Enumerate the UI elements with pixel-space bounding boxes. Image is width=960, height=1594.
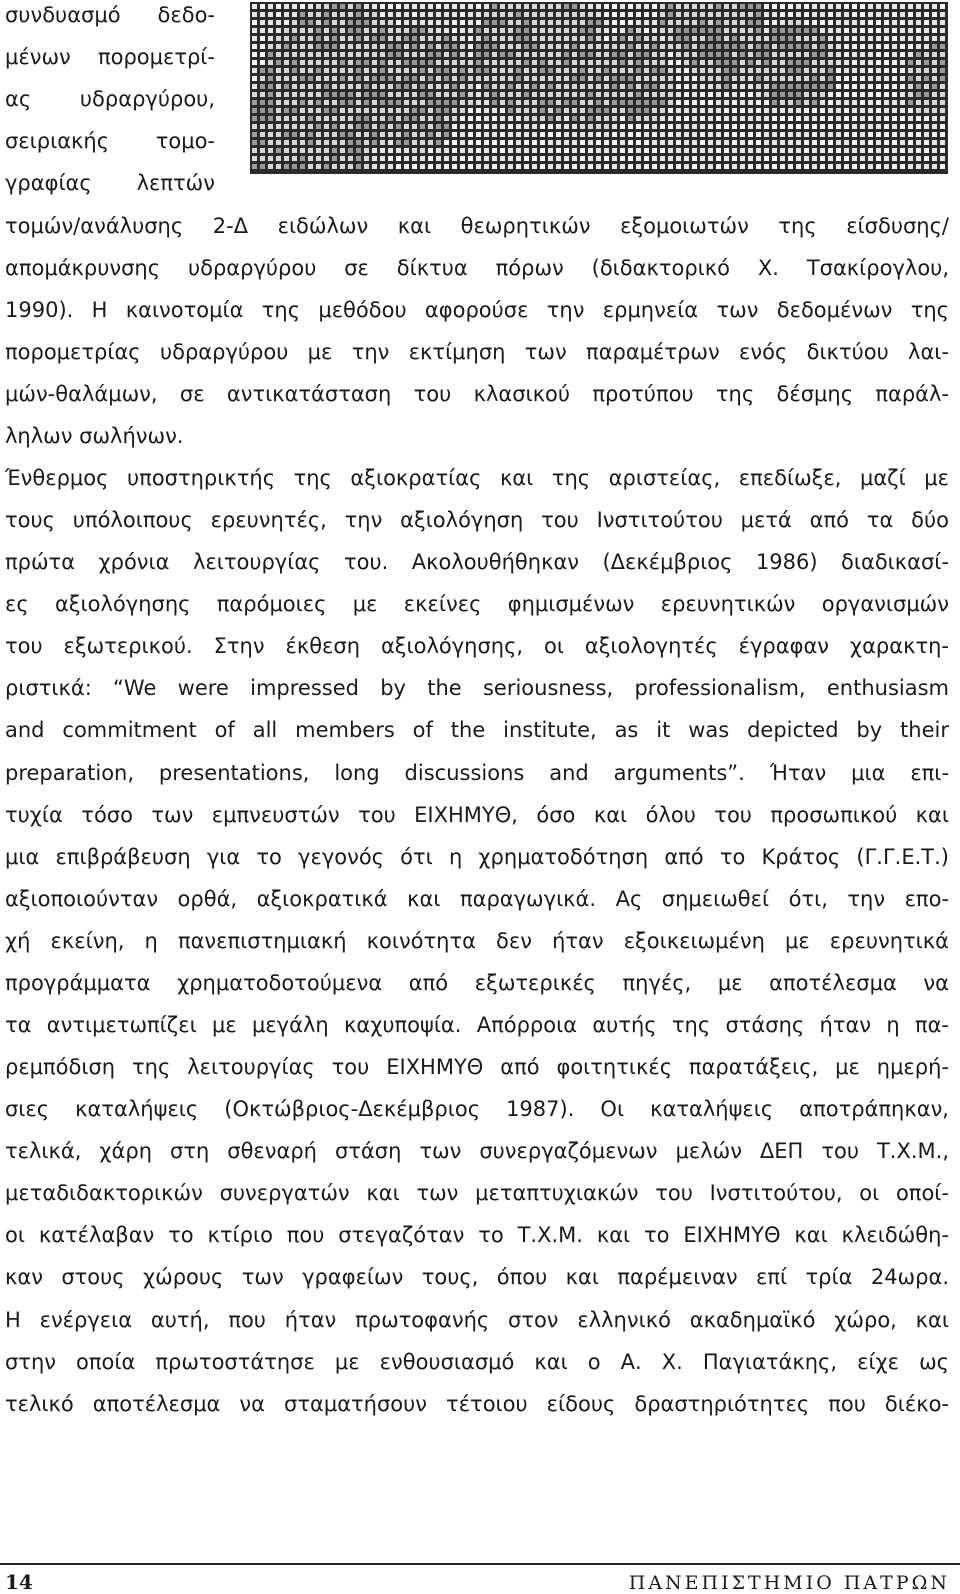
text-line: στην οποία πρωτοστάτησε με ενθουσιασμό και ο Α. Χ. Παγιατάκης, είχε ως	[5, 1350, 949, 1374]
text-line: γραφίας λεπτών	[5, 171, 215, 195]
text-line: συνδυασμό δεδο-	[5, 3, 215, 27]
text-line: πορομετρίας υδραργύρου με την εκτίμηση των παραμέτρων ενός δικτύου λαι-	[5, 340, 949, 364]
text-line: τα αντιμετωπίζει με μεγάλη καχυποψία. Απόρροια αυτής της στάσης ήταν η πα-	[5, 1013, 949, 1037]
text-line: Ένθερμος υποστηρικτής της αξιοκρατίας και της αριστείας, επεδίωξε, μαζί με	[5, 466, 949, 490]
text-line: μεταδιδακτορικών συνεργατών και των μεταπτυχιακών του Ινστιτούτου, οι οποί-	[5, 1181, 949, 1205]
text-line: τους υπόλοιπους ερευνητές, την αξιολόγηση του Ινστιτούτου μετά από τα δύο	[5, 508, 949, 532]
text-line: ας υδραργύρου,	[5, 87, 215, 111]
text-line: ριστικά: “We were impressed by the seriousness, professionalism, enthusiasm	[5, 676, 949, 700]
text-line: προγράμματα χρηματοδοτούμενα από εξωτερικές πηγές, με αποτέλεσμα να	[5, 971, 949, 995]
text-line: τυχία τόσο των εμπνευστών του ΕΙΧΗΜΥΘ, όσο και όλου του προσωπικού και	[5, 803, 949, 827]
text-line: οι κατέλαβαν το κτίριο που στεγαζόταν το Τ.Χ.Μ. και το ΕΙΧΗΜΥΘ και κλειδώθη-	[5, 1223, 949, 1247]
text-line: του εξωτερικού. Στην έκθεση αξιολόγησης, οι αξιολογητές έγραφαν χαρακτη-	[5, 634, 949, 658]
text-line: απομάκρυνσης υδραργύρου σε δίκτυα πόρων (διδακτορικό Χ. Τσακίρογλου,	[5, 256, 949, 280]
text-line: τελικά, χάρη στη σθεναρή στάση των συνεργαζόμενων μελών ΔΕΠ του Τ.Χ.Μ.,	[5, 1139, 949, 1163]
text-line: Η ενέργεια αυτή, που ήταν πρωτοφανής στον ελληνικό ακαδημαϊκό χώρο, και	[5, 1308, 949, 1332]
text-line: ρεμπόδιση της λειτουργίας του ΕΙΧΗΜΥΘ από φοιτητικές παρατάξεις, με ημερή-	[5, 1055, 949, 1079]
text-line: χή εκείνη, η πανεπιστημιακή κοινότητα δεν ήταν εξοικειωμένη με ερευνητικά	[5, 929, 949, 953]
text-line: σιες καταλήψεις (Οκτώβριος-Δεκέμβριος 1987). Οι καταλήψεις αποτράπηκαν,	[5, 1097, 949, 1121]
page-number: 14	[5, 1570, 33, 1594]
pore-network-image	[250, 2, 948, 174]
text-line: ες αξιολόγησης παρόμοιες με εκείνες φημισμένων ερευνητικών οργανισμών	[5, 592, 949, 616]
text-line: μένων πορομετρί-	[5, 45, 215, 69]
text-line: μών-θαλάμων, σε αντικατάσταση του κλασικού προτύπου της δέσμης παράλ-	[5, 382, 949, 406]
text-line: and commitment of all members of the institute, as it was depicted by their	[5, 718, 949, 742]
text-line: μια επιβράβευση για το γεγονός ότι η χρηματοδότηση από το Κράτος (Γ.Γ.Ε.Τ.)	[5, 845, 949, 869]
text-line: σειριακής τομο-	[5, 129, 215, 153]
text-line: 1990). Η καινοτομία της μεθόδου αφορούσε την ερμηνεία των δεδομένων της	[5, 298, 949, 322]
text-line: ληλων σωλήνων.	[5, 424, 184, 448]
footer-rule	[0, 1563, 960, 1565]
text-line: τελικό αποτέλεσμα να σταματήσουν τέτοιου είδους δραστηριότητες που διέκο-	[5, 1392, 949, 1416]
text-line: αξιοποιούνταν ορθά, αξιοκρατικά και παραγωγικά. Ας σημειωθεί ότι, την επο-	[5, 887, 949, 911]
text-line: preparation, presentations, long discussions and arguments”. Ήταν μια επι-	[5, 761, 949, 785]
footer-title: ΠΑΝΕΠΙΣΤΗΜΙΟ ΠΑΤΡΩΝ	[628, 1572, 950, 1594]
text-line: καν στους χώρους των γραφείων τους, όπου και παρέμειναν επί τρία 24ωρα.	[5, 1265, 949, 1289]
text-line: πρώτα χρόνια λειτουργίας του. Ακολουθήθηκαν (Δεκέμβριος 1986) διαδικασί-	[5, 550, 949, 574]
text-line: τομών/ανάλυσης 2-Δ ειδώλων και θεωρητικών εξομοιωτών της είσδυσης/	[5, 214, 949, 238]
